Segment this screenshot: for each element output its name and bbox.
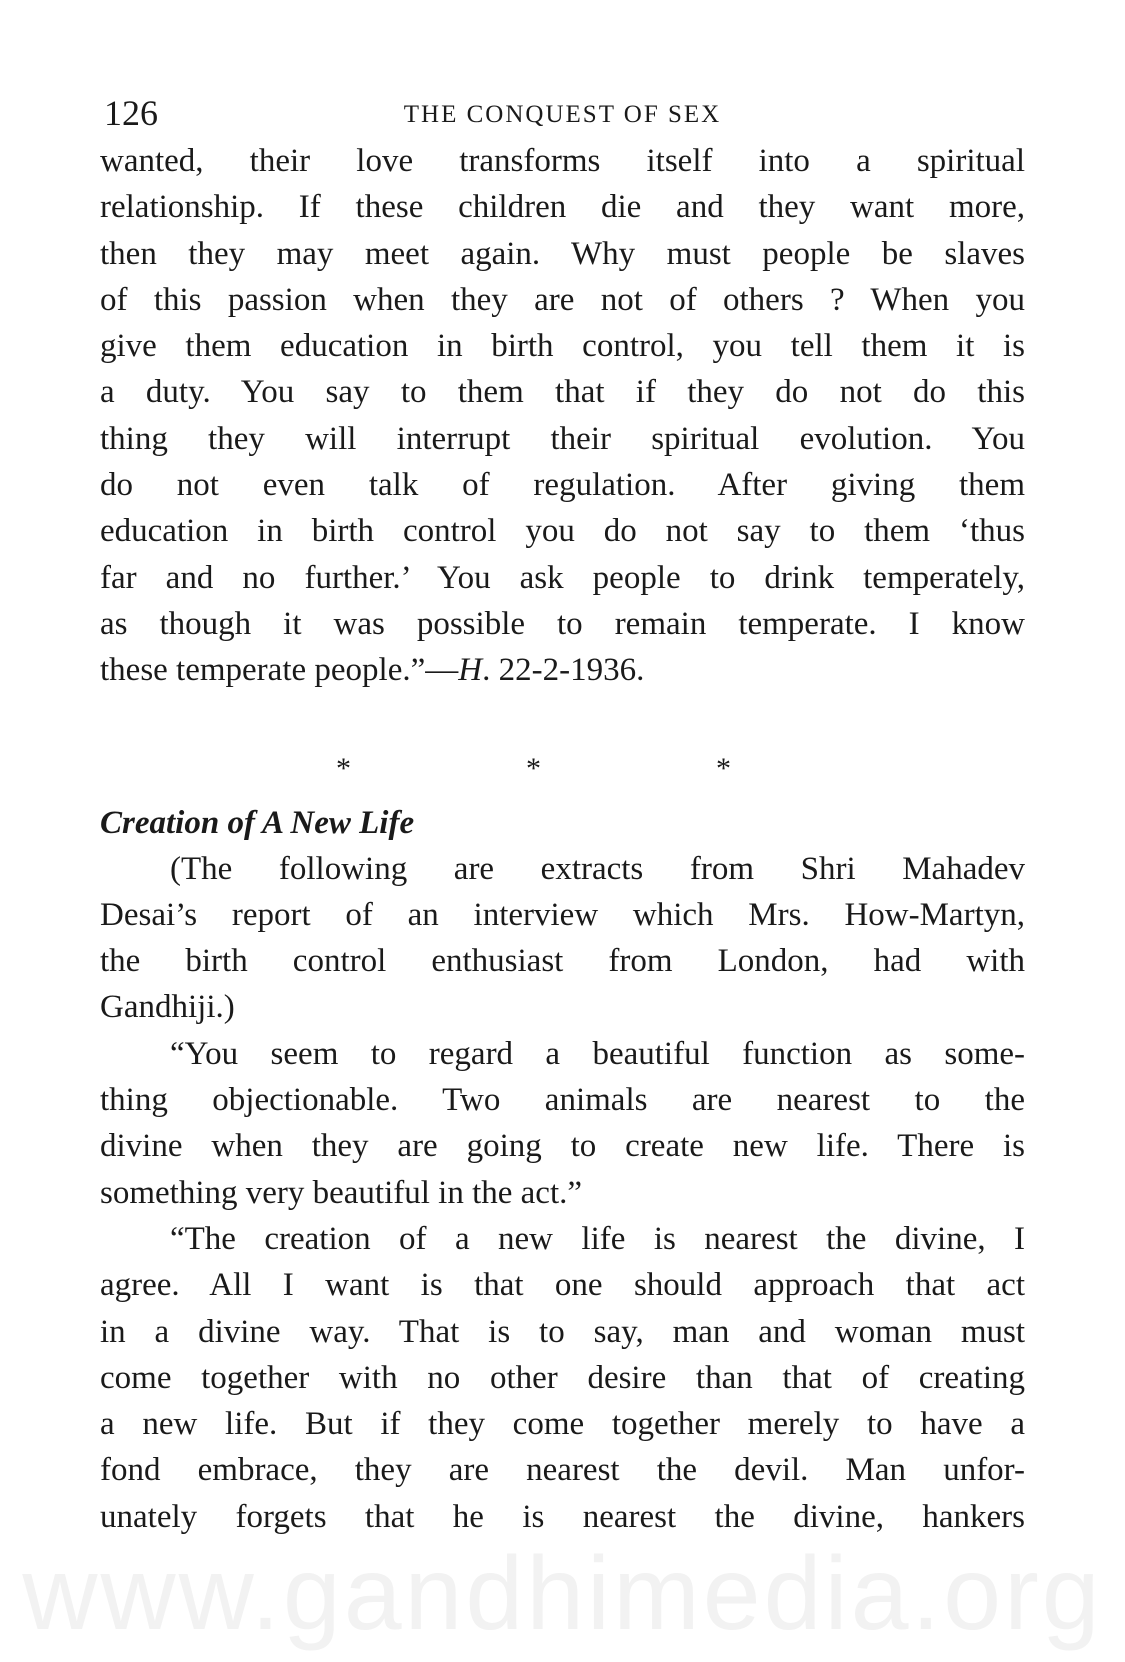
text-line: as though it was possible to remain temperate. I know <box>100 605 1025 642</box>
text-line: the birth control enthusiast from London, had with <box>100 943 1025 980</box>
text-line: unately forgets that he is nearest the divine, hankers <box>100 1498 1025 1535</box>
page-number: 126 <box>104 93 158 133</box>
paragraph-4 <box>100 1216 1025 1540</box>
section-heading: Creation of A New Life <box>100 804 415 841</box>
text-line: Desai’s report of an interview which Mrs. How-Martyn, <box>100 896 1025 933</box>
text-line: fond embrace, they are nearest the devil. Man unfor- <box>100 1452 1025 1489</box>
text-line: “You seem to regard a beautiful function as some- <box>170 1035 1025 1072</box>
paragraph-3 <box>100 1031 1025 1216</box>
text-line: come together with no other desire than that of creating <box>100 1359 1025 1396</box>
citation-lead-text: these temperate people.”— <box>100 652 459 689</box>
spacer <box>100 694 1025 752</box>
book-page <box>100 88 1025 1540</box>
paragraph-1 <box>100 138 1025 694</box>
section-separator <box>100 752 1025 800</box>
text-line: a duty. You say to them that if they do not do this <box>100 374 1025 411</box>
text-line: “The creation of a new life is nearest the divine, I <box>170 1220 1025 1257</box>
text-line-citation <box>100 647 1025 693</box>
text-line: in a divine way. That is to say, man and woman must <box>100 1313 1025 1350</box>
watermark: www.gandhimedia.org <box>22 1536 1103 1652</box>
separator-star: * <box>336 751 351 785</box>
text-line: something very beautiful in the act.” <box>100 1174 583 1211</box>
paragraph-2 <box>100 846 1025 1031</box>
text-line: far and no further.’ You ask people to drink temperately, <box>100 559 1025 596</box>
text-line: wanted, their love transforms itself into a spiritual <box>100 143 1025 179</box>
text-line: education in birth control you do not say to them ‘thus <box>100 513 1025 550</box>
separator-star: * <box>526 751 541 785</box>
running-head <box>100 88 1025 138</box>
text-line: Gandhiji.) <box>100 989 235 1026</box>
separator-star: * <box>716 751 731 785</box>
text-line: relationship. If these children die and they want more, <box>100 189 1025 226</box>
text-line: of this passion when they are not of others ? When you <box>100 281 1025 318</box>
citation-source: H <box>458 652 483 689</box>
text-line: (The following are extracts from Shri Mahadev <box>170 850 1025 887</box>
text-line: give them education in birth control, you tell them it is <box>100 328 1025 365</box>
text-line: thing they will interrupt their spiritual evolution. You <box>100 420 1025 457</box>
text-line: agree. All I want is that one should approach that act <box>100 1267 1025 1304</box>
text-line: thing objectionable. Two animals are nearest to the <box>100 1082 1025 1119</box>
text-line: divine when they are going to create new life. There is <box>100 1128 1025 1165</box>
text-line: a new life. But if they come together merely to have a <box>100 1406 1025 1443</box>
citation-date: . 22-2-1936. <box>482 652 645 689</box>
text-line: then they may meet again. Why must people be slaves <box>100 235 1025 272</box>
text-line: do not even talk of regulation. After giving them <box>100 467 1025 504</box>
book-title: THE CONQUEST OF SEX <box>403 101 722 128</box>
